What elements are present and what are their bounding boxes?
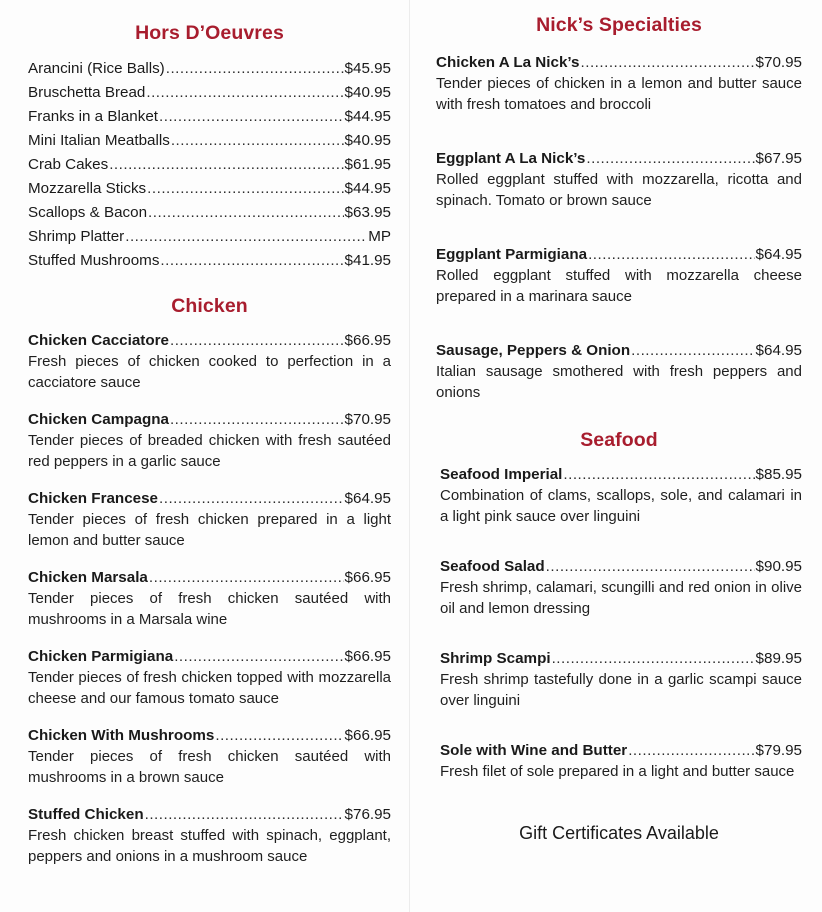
menu-item-price: $40.95: [344, 84, 391, 101]
menu-item-name: Shrimp Platter: [28, 228, 125, 245]
hors-doeuvres-list: [28, 57, 391, 273]
menu-item-price: $44.95: [344, 180, 391, 197]
menu-item-name: Stuffed Chicken: [28, 806, 144, 823]
menu-item-price: $40.95: [344, 132, 391, 149]
dot-leader: [159, 105, 344, 129]
dot-leader: [174, 647, 343, 667]
menu-dish: [28, 726, 391, 788]
menu-item-name: Sausage, Peppers & Onion: [436, 342, 631, 359]
section-heading-seafood: Seafood: [580, 429, 658, 451]
menu-item-description: Tender pieces of fresh chicken sautéed with mushrooms in a brown sauce: [28, 748, 391, 786]
section-heading-chicken: Chicken: [171, 295, 248, 317]
menu-item-price: $66.95: [344, 727, 391, 744]
menu-item-description: Rolled eggplant stuffed with mozzarella cheese prepared in a marinara sauce: [436, 267, 802, 305]
menu-item-name: Chicken A La Nick’s: [436, 54, 580, 71]
menu-item-name: Chicken Cacciatore: [28, 332, 169, 349]
menu-item-name: Chicken Marsala: [28, 569, 148, 586]
menu-item-row: [28, 225, 391, 249]
dot-leader: [147, 177, 343, 201]
chicken-list: [28, 331, 391, 867]
menu-dish: [440, 465, 802, 527]
dot-leader: [160, 249, 343, 273]
menu-dish: [436, 149, 802, 211]
menu-dish-head: [440, 741, 802, 761]
menu-item-row: [28, 201, 391, 225]
menu-item-price: $64.95: [755, 246, 802, 263]
menu-item-name: Chicken Francese: [28, 490, 158, 507]
menu-dish: [436, 245, 802, 307]
menu-item-row: [28, 249, 391, 273]
menu-item-row: [28, 57, 391, 81]
menu-item-name: Shrimp Scampi: [440, 650, 551, 667]
menu-item-name: Chicken Parmigiana: [28, 648, 174, 665]
menu-item-description: Fresh shrimp tastefully done in a garlic scampi sauce over linguini: [440, 671, 802, 709]
menu-item-price: $67.95: [755, 150, 802, 167]
menu-item-row: [28, 81, 391, 105]
menu-item-name: Franks in a Blanket: [28, 108, 158, 125]
menu-item-price: $66.95: [344, 648, 391, 665]
menu-item-description: Tender pieces of breaded chicken with fresh sautéed red peppers in a garlic sauce: [28, 432, 391, 470]
menu-item-name: Mozzarella Sticks: [28, 180, 147, 197]
menu-item-description: Fresh filet of sole prepared in a light and butter sauce: [440, 763, 795, 780]
menu-dish-head: [436, 53, 802, 73]
menu-item-price: $70.95: [755, 54, 802, 71]
menu-dish-head: [28, 805, 391, 825]
menu-item-description: Italian sausage smothered with fresh peppers and onions: [436, 363, 802, 401]
menu-item-row: [28, 129, 391, 153]
menu-dish-head: [440, 465, 802, 485]
menu-item-name: Arancini (Rice Balls): [28, 60, 165, 77]
menu-dish-head: [436, 341, 802, 361]
menu-dish: [440, 649, 802, 711]
menu-dish-head: [440, 649, 802, 669]
menu-dish: [440, 557, 802, 619]
nicks-specialties-list: [436, 53, 802, 403]
dot-leader: [170, 331, 344, 351]
menu-item-description: Tender pieces of chicken in a lemon and butter sauce with fresh tomatoes and broccoli: [436, 75, 802, 113]
right-column: [410, 0, 822, 912]
menu-item-price: $76.95: [344, 806, 391, 823]
dot-leader: [166, 57, 344, 81]
menu-item-price: $85.95: [755, 466, 802, 483]
menu-item-price: $44.95: [344, 108, 391, 125]
menu-item-row: [28, 177, 391, 201]
menu-item-row: [28, 153, 391, 177]
menu-item-name: Scallops & Bacon: [28, 204, 148, 221]
menu-dish: [436, 53, 802, 115]
dot-leader: [149, 568, 344, 588]
dot-leader: [586, 149, 754, 169]
menu-dish-head: [436, 245, 802, 265]
dot-leader: [125, 225, 367, 249]
menu-dish: [28, 568, 391, 630]
dot-leader: [631, 341, 754, 361]
dot-leader: [552, 649, 755, 669]
menu-item-name: Stuffed Mushrooms: [28, 252, 160, 269]
menu-item-price: $41.95: [344, 252, 391, 269]
menu-item-description: Fresh chicken breast stuffed with spinach, eggplant, peppers and onions in a mushroom sauce: [28, 827, 391, 865]
menu-item-name: Bruschetta Bread: [28, 84, 146, 101]
menu-item-price: $64.95: [344, 490, 391, 507]
menu-item-name: Mini Italian Meatballs: [28, 132, 170, 149]
menu-item-name: Seafood Salad: [440, 558, 545, 575]
gift-certificates-note: Gift Certificates Available: [519, 822, 719, 843]
menu-item-price: $89.95: [755, 650, 802, 667]
menu-dish: [436, 341, 802, 403]
menu-dish: [28, 410, 391, 472]
menu-dish: [28, 489, 391, 551]
menu-item-price: MP: [368, 228, 391, 245]
dot-leader: [146, 81, 343, 105]
menu-item-description: Fresh pieces of chicken cooked to perfection in a cacciatore sauce: [28, 353, 391, 391]
menu-dish: [28, 647, 391, 709]
menu-item-price: $66.95: [344, 569, 391, 586]
menu-item-price: $70.95: [344, 411, 391, 428]
menu-item-description: Tender pieces of fresh chicken prepared in a light lemon and butter sauce: [28, 511, 391, 549]
menu-dish-head: [28, 568, 391, 588]
dot-leader: [145, 805, 344, 825]
dot-leader: [546, 557, 755, 577]
menu-dish-head: [440, 557, 802, 577]
dot-leader: [588, 245, 754, 265]
dot-leader: [563, 465, 754, 485]
menu-item-price: $63.95: [344, 204, 391, 221]
menu-item-description: Tender pieces of fresh chicken topped with mozzarella cheese and our famous tomato sauce: [28, 669, 391, 707]
section-heading-hors-doeuvres: Hors D’Oeuvres: [135, 22, 284, 44]
menu-item-description: Fresh shrimp, calamari, scungilli and red onion in olive oil and lemon dressing: [440, 579, 802, 617]
menu-item-price: $66.95: [344, 332, 391, 349]
menu-item-row: [28, 105, 391, 129]
dot-leader: [581, 53, 755, 73]
menu-item-description: Combination of clams, scallops, sole, and calamari in a light pink sauce over linguini: [440, 487, 802, 525]
dot-leader: [171, 129, 344, 153]
menu-item-name: Eggplant A La Nick’s: [436, 150, 586, 167]
menu-item-name: Crab Cakes: [28, 156, 109, 173]
dot-leader: [109, 153, 343, 177]
menu-dish-head: [28, 410, 391, 430]
menu-item-name: Chicken With Mushrooms: [28, 727, 215, 744]
menu-item-name: Eggplant Parmigiana: [436, 246, 588, 263]
menu-dish-head: [28, 489, 391, 509]
menu-dish-head: [28, 647, 391, 667]
menu-dish-head: [28, 331, 391, 351]
right-column-spacer: [436, 0, 802, 14]
menu-item-name: Chicken Campagna: [28, 411, 169, 428]
menu-dish-head: [436, 149, 802, 169]
menu-item-name: Sole with Wine and Butter: [440, 742, 628, 759]
menu-item-price: $79.95: [755, 742, 802, 759]
menu-dish: [440, 741, 802, 783]
menu-dish: [28, 331, 391, 393]
dot-leader: [159, 489, 344, 509]
menu-item-description: Tender pieces of fresh chicken sautéed with mushrooms in a Marsala wine: [28, 590, 391, 628]
menu-item-price: $61.95: [344, 156, 391, 173]
menu-item-price: $64.95: [755, 342, 802, 359]
left-column: [0, 0, 409, 912]
menu-item-description: Rolled eggplant stuffed with mozzarella, ricotta and spinach. Tomato or brown sauce: [436, 171, 802, 209]
section-heading-nicks-specialties: Nick’s Specialties: [536, 14, 702, 36]
menu-item-price: $45.95: [344, 60, 391, 77]
menu-item-price: $90.95: [755, 558, 802, 575]
menu-item-name: Seafood Imperial: [440, 466, 563, 483]
dot-leader: [170, 410, 344, 430]
dot-leader: [148, 201, 344, 225]
menu-dish: [28, 805, 391, 867]
dot-leader: [628, 741, 754, 761]
seafood-list: [436, 465, 802, 783]
menu-dish-head: [28, 726, 391, 746]
dot-leader: [215, 726, 343, 746]
